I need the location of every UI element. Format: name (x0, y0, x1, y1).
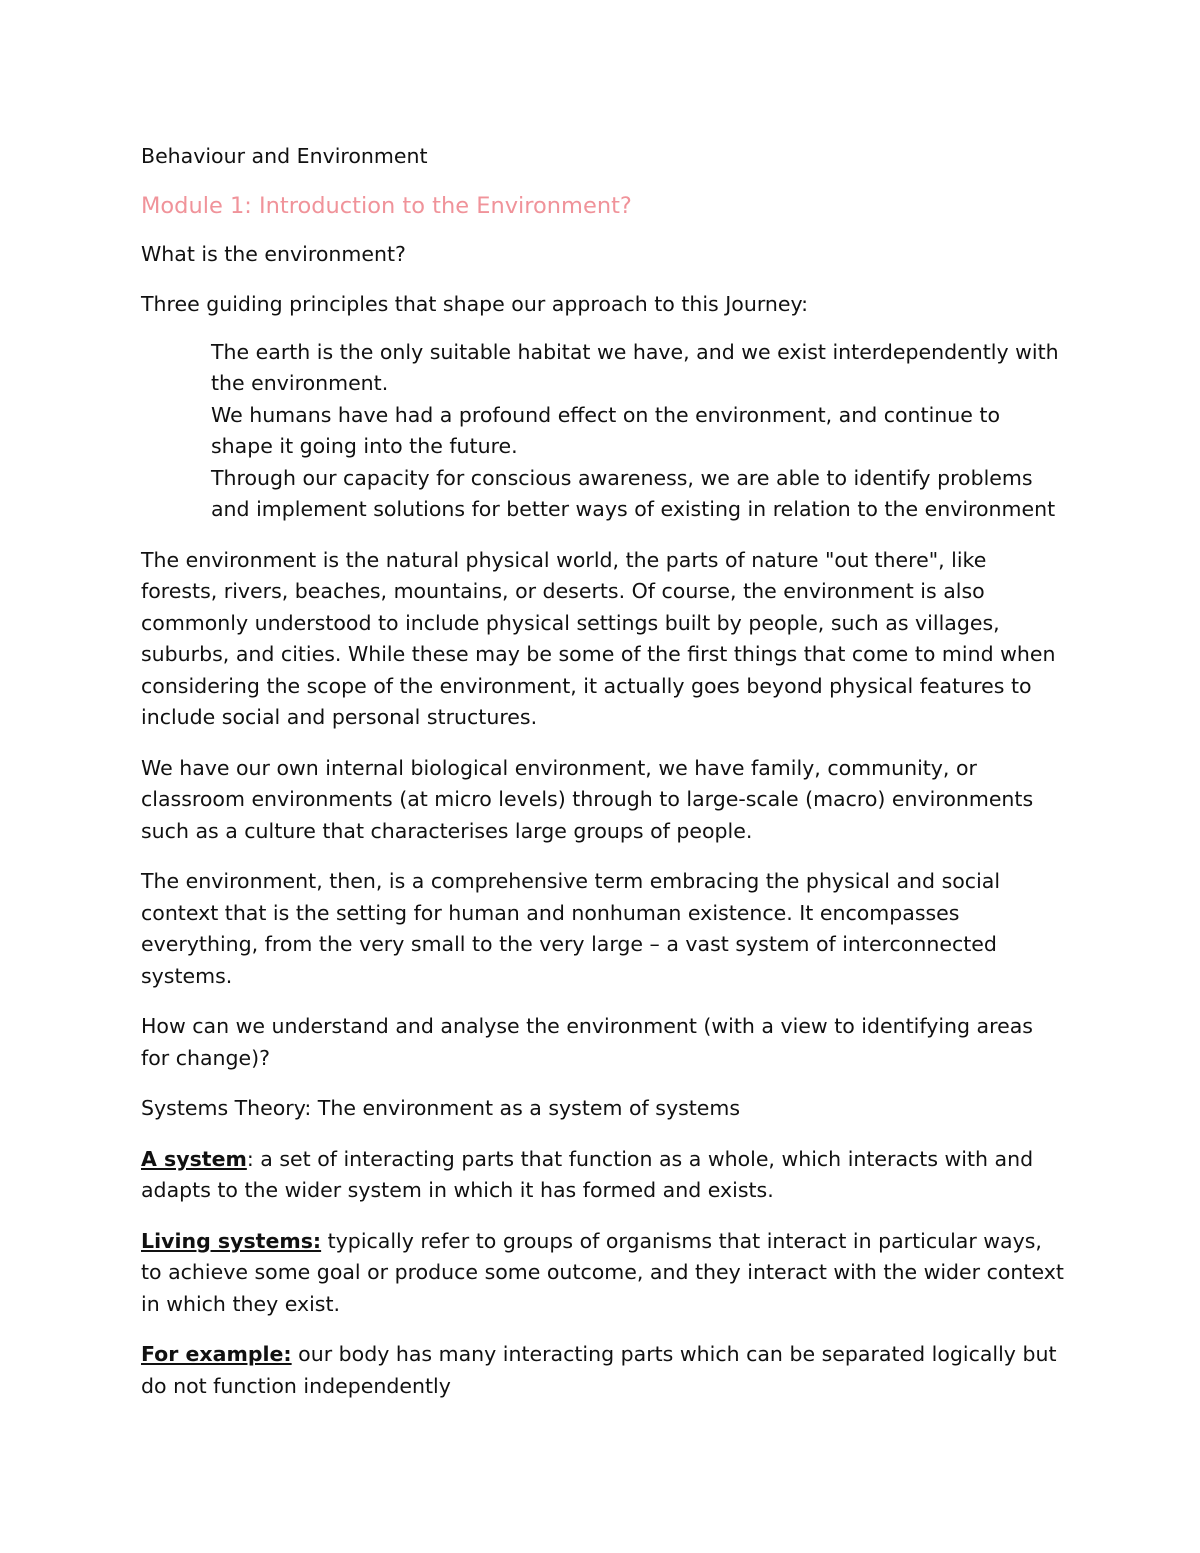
definition-text: our body has many interacting parts which can be separated logically but do not function independently (141, 1342, 1057, 1398)
paragraph-comprehensive-term: The environment, then, is a comprehensive term embracing the physical and social context that is the setting for human and nonhuman existence. It encompasses everything, from the very small to the very large – a vast system of interconnected systems. (141, 869, 1001, 988)
principles-list (141, 337, 1066, 526)
module-heading: Module 1: Introduction to the Environment? (141, 192, 632, 219)
principle-item: The earth is the only suitable habitat we have, and we exist interdependently with the environment. (211, 339, 1059, 395)
definition-term: Living systems: (141, 1228, 322, 1253)
document-title: Behaviour and Environment (141, 144, 428, 168)
definition-separator: : (246, 1146, 254, 1171)
principle-item: We humans have had a profound effect on the environment, and continue to shape it going into the future. (211, 402, 1000, 458)
definition-text: typically refer to groups of organisms that interact in particular ways, to achieve some goal or produce some outcome, and they interact with the wider context in which they exist. (141, 1228, 1064, 1316)
document-page (141, 141, 1066, 1421)
principles-intro: Three guiding principles that shape our approach to this Journey: (141, 292, 809, 316)
paragraph-internal-environment: We have our own internal biological environment, we have family, community, or classroom environments (at micro levels) through to large-scale (macro) environments such as a culture that characterises large groups of people. (141, 755, 1034, 843)
definition-term: For example: (141, 1342, 292, 1366)
systems-theory-line: Systems Theory: The environment as a system of systems (141, 1096, 741, 1120)
definition-term: A system (141, 1146, 247, 1171)
question-understand-analyse: How can we understand and analyse the environment (with a view to identifying areas for change)? (141, 1014, 1033, 1070)
definition-system (141, 1144, 1066, 1207)
definition-text: a set of interacting parts that function as a whole, which interacts with and adapts to the wider system in which it has formed and exists. (141, 1146, 1034, 1202)
definition-living-systems (141, 1226, 1066, 1321)
paragraph-natural-world: The environment is the natural physical world, the parts of nature "out there", like forests, rivers, beaches, mountains, or deserts. Of course, the environment is also commonly understood to include physical settings built by people, such as villages, suburbs, and cities. While these may be some of the first things that come to mind when considering the scope of the environment, it actually goes beyond physical features to include social and personal structures. (141, 547, 1056, 729)
question-what-is-environment: What is the environment? (141, 241, 406, 266)
principle-item: Through our capacity for conscious awareness, we are able to identify problems and implement solutions for better ways of existing in relation to the environment (211, 465, 1056, 521)
definition-for-example (141, 1339, 1066, 1402)
